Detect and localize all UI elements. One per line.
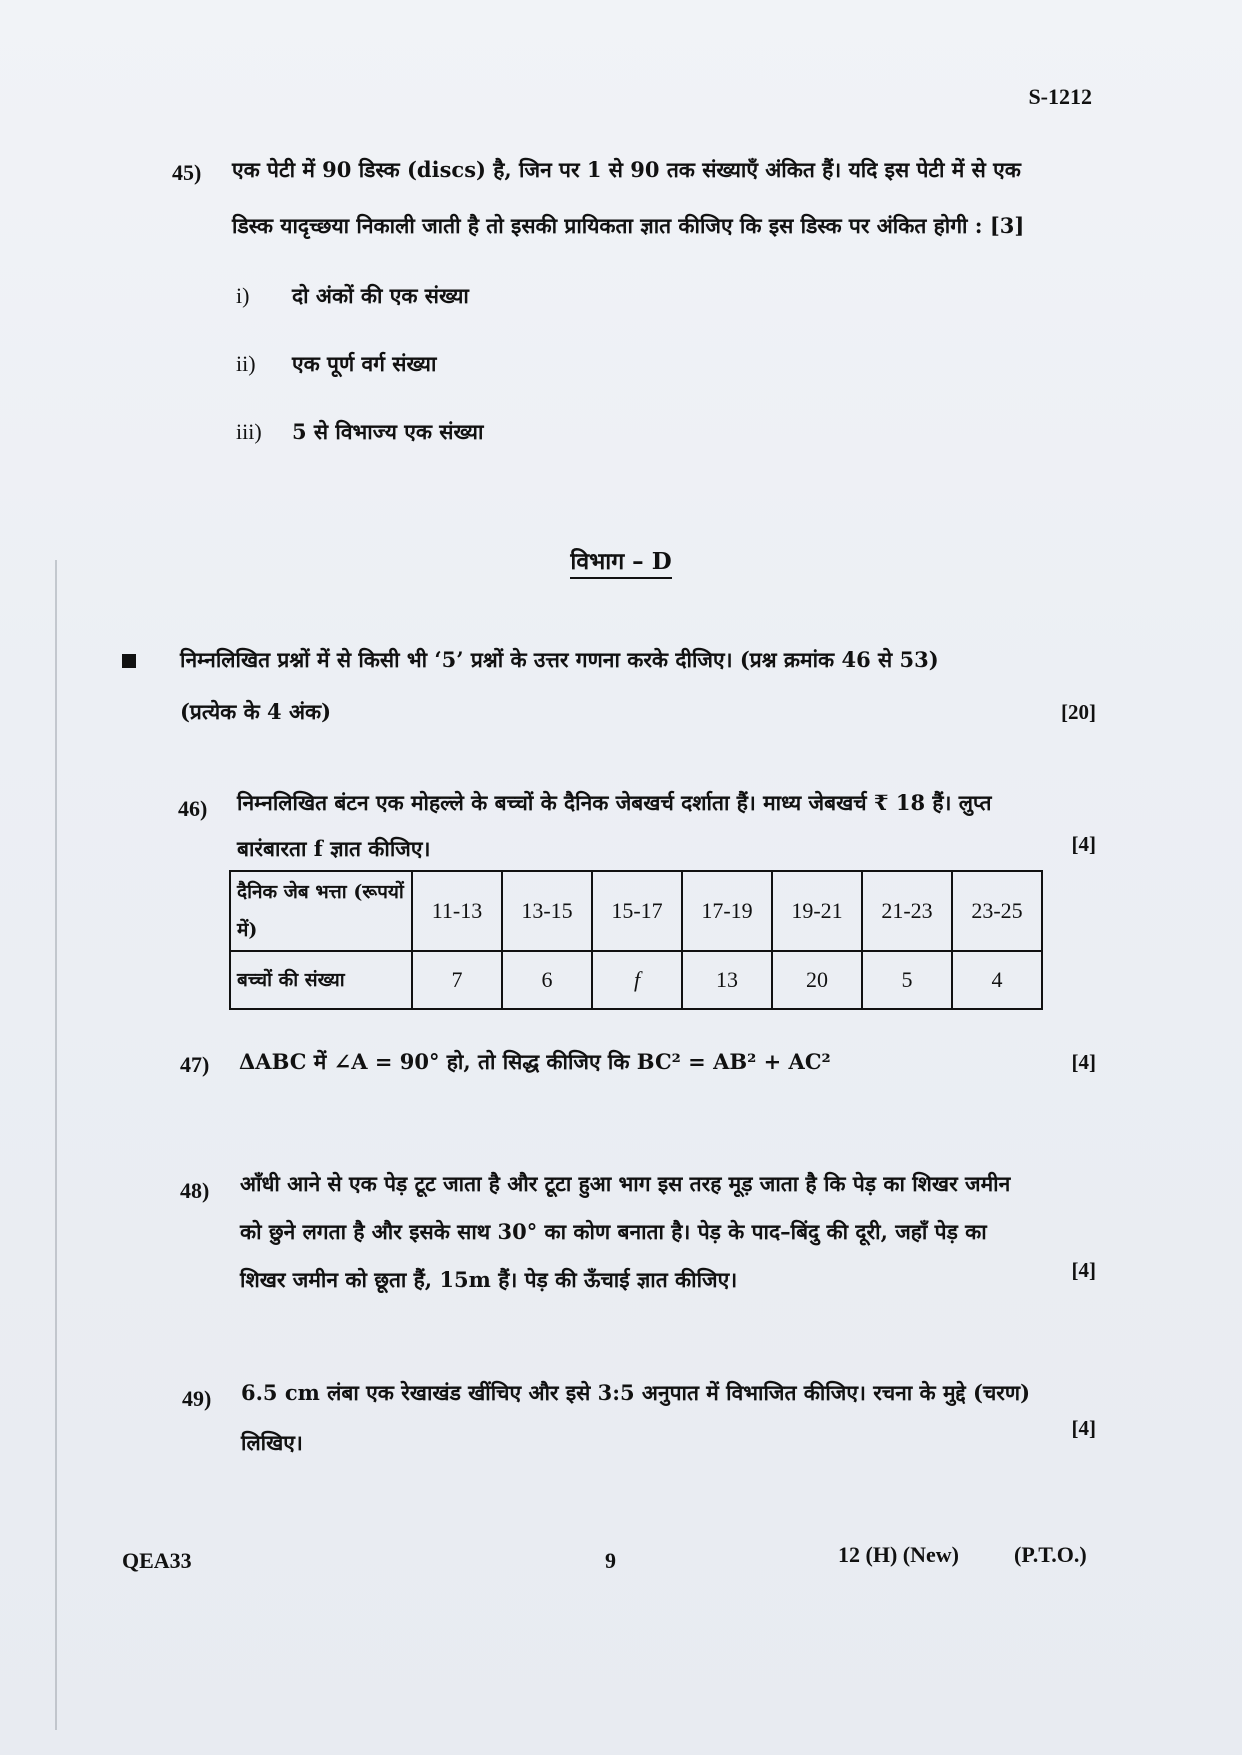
table-cell: 20 [772, 951, 862, 1009]
table-row [230, 951, 1042, 1009]
q46-line2: बारंबारता f ज्ञात कीजिए। [237, 836, 431, 861]
q45-option-2-num: ii) [236, 351, 256, 376]
q45-number: 45) [172, 160, 202, 185]
q46-marks: [4] [1071, 832, 1096, 856]
q49-line2: लिखिए। [241, 1430, 303, 1455]
q49-marks: [4] [1071, 1416, 1096, 1440]
q48-line3: शिखर जमीन को छूता हैं, 15m हैं। पेड़ की ऊँचाई ज्ञात कीजिए। [240, 1267, 738, 1292]
table-cell: 13-15 [502, 871, 592, 951]
q46-number: 46) [178, 796, 208, 821]
paper-code: S-1212 [1028, 84, 1092, 109]
q49-number: 49) [182, 1386, 212, 1411]
instruction-line1: निम्नलिखित प्रश्नों में से किसी भी ‘5’ प्रश्नों के उत्तर गणना करके दीजिए। (प्रश्न क्रमांक 46 से 53) [180, 647, 939, 672]
q45-line1: एक पेटी में 90 डिस्क (discs) है, जिन पर 1 से 90 तक संख्याएँ अंकित हैं। यदि इस पेटी में से एक [232, 157, 1021, 182]
q45-option-2 [236, 350, 436, 378]
q45-option-3-num: iii) [236, 419, 262, 444]
bullet-square-icon [122, 654, 136, 668]
q45-option-1-text: दो अंकों की एक संख्या [292, 283, 469, 308]
footer-code: QEA33 [122, 1548, 192, 1573]
pocket-money-table [229, 870, 1043, 1010]
q48-marks: [4] [1071, 1258, 1096, 1282]
table-cell: 15-17 [592, 871, 682, 951]
table-row-label: बच्चों की संख्या [230, 951, 412, 1009]
q45-text [232, 142, 1092, 254]
table-cell: 19-21 [772, 871, 862, 951]
q47-marks: [4] [1071, 1050, 1096, 1074]
q48-text [240, 1160, 1100, 1304]
table-header-label: दैनिक जेब भत्ता (रूपयों में) [230, 871, 412, 951]
q49-line1: 6.5 cm लंबा एक रेखाखंड खींचिए और इसे 3:5 अनुपात में विभाजित कीजिए। रचना के मुद्दे (चरण) [241, 1380, 1031, 1405]
q46-text [237, 780, 1097, 872]
table-cell: 4 [952, 951, 1042, 1009]
scan-edge-line [55, 560, 57, 1730]
table-row [230, 871, 1042, 951]
q45-option-2-text: एक पूर्ण वर्ग संख्या [292, 351, 437, 376]
table-cell: 7 [412, 951, 502, 1009]
q46-line1: निम्नलिखित बंटन एक मोहल्ले के बच्चों के दैनिक जेबखर्च दर्शाता हैं। माध्य जेबखर्च ₹ 18 हैं। लुप्त [237, 790, 992, 815]
q45-option-3 [236, 418, 483, 446]
q48-number: 48) [180, 1178, 210, 1203]
q48-line2: को छुने लगता है और इसके साथ 30° का कोण बनाता है। पेड़ के पाद–बिंदु की दूरी, जहाँ पेड़ का [240, 1219, 987, 1244]
q47-text: ΔABC में ∠A = 90° हो, तो सिद्ध कीजिए कि BC² = AB² + AC² [239, 1049, 831, 1074]
q48-line1: आँधी आने से एक पेड़ टूट जाता है और टूटा हुआ भाग इस तरह मूड़ जाता है कि पेड़ का शिखर जमीन [240, 1171, 1011, 1196]
q45-option-3-text: 5 से विभाज्य एक संख्या [292, 419, 484, 444]
footer-pto: (P.T.O.) [1014, 1542, 1087, 1567]
q47-number: 47) [180, 1052, 210, 1077]
q45-option-1-num: i) [236, 283, 250, 308]
instruction-line2: (प्रत्येक के 4 अंक) [180, 699, 332, 724]
table-cell: 5 [862, 951, 952, 1009]
table-cell: 13 [682, 951, 772, 1009]
footer-edition: 12 (H) (New) [838, 1542, 959, 1567]
table-cell: 23-25 [952, 871, 1042, 951]
q45-option-1 [236, 282, 469, 310]
q49-text [241, 1368, 1101, 1468]
instruction-marks: [20] [1061, 700, 1096, 724]
section-title: विभाग – D [570, 548, 671, 579]
instruction-block [180, 634, 1100, 738]
table-cell: f [592, 951, 682, 1009]
table-cell: 17-19 [682, 871, 772, 951]
q45-line2: डिस्क यादृच्छया निकाली जाती है तो इसकी प्रायिकता ज्ञात कीजिए कि इस डिस्क पर अंकित होगी : [3] [232, 213, 1025, 238]
table-cell: 6 [502, 951, 592, 1009]
page-number: 9 [605, 1548, 616, 1573]
table-cell: 11-13 [412, 871, 502, 951]
table-cell: 21-23 [862, 871, 952, 951]
section-heading [0, 544, 1242, 576]
